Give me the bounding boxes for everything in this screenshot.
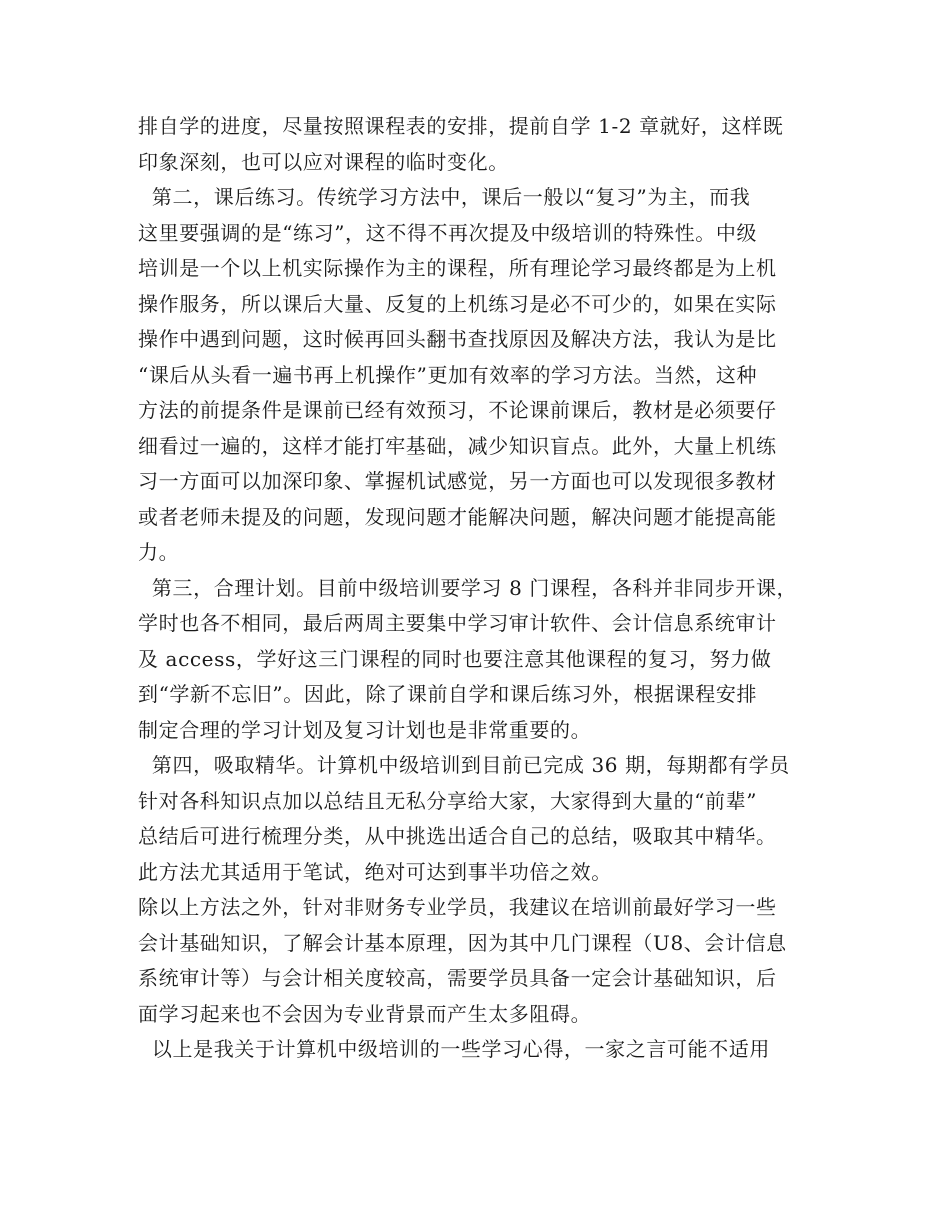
text-line: 第四，吸取精华。计算机中级培训到目前已完成 36 期，每期都有学员 xyxy=(138,753,790,777)
text-line: 此方法尤其适用于笔试，绝对可达到事半功倍之效。 xyxy=(138,859,612,884)
text-line: 除以上方法之外，针对非财务专业学员，我建议在培训前最好学习一些 xyxy=(138,895,777,919)
text-line: 方法的前提条件是课前已经有效预习，不论课前课后，教材是必须要仔 xyxy=(138,398,777,422)
text-line: 细看过一遍的，这样才能打牢基础，减少知识盲点。此外，大量上机练 xyxy=(138,433,777,458)
text-line: 排自学的进度，尽量按照课程表的安排，提前自学 1-2 章就好，这样既 xyxy=(138,114,784,138)
text-line: 第二，课后练习。传统学习方法中，课后一般以“复习”为主，而我 xyxy=(138,185,751,209)
text-line: 以上是我关于计算机中级培训的一些学习心得，一家之言可能不适用 xyxy=(138,1037,770,1061)
text-line: 总结后可进行梳理分类，从中挑选出适合自己的总结，吸取其中精华。 xyxy=(138,824,777,848)
text-line: 会计基础知识，了解会计基本原理，因为其中几门课程（U8、会计信息 xyxy=(138,930,787,955)
text-line: 学时也各不相同，最后两周主要集中学习审计软件、会计信息系统审计 xyxy=(138,611,777,635)
text-line: 或者老师未提及的问题，发现问题才能解决问题，解决问题才能提高能 xyxy=(138,504,777,529)
text-line: 印象深刻，也可以应对课程的临时变化。 xyxy=(138,149,509,174)
body-text xyxy=(138,109,828,1068)
text-line: “课后从头看一遍书再上机操作”更加有效率的学习方法。当然，这种 xyxy=(138,362,758,387)
text-line: 系统审计等）与会计相关度较高，需要学员具备一定会计基础知识，后 xyxy=(138,966,777,990)
text-line: 力。 xyxy=(138,540,180,564)
text-line: 第三，合理计划。目前中级培训要学习 8 门课程，各科并非同步开课， xyxy=(138,575,798,600)
text-line: 操作服务，所以课后大量、反复的上机练习是必不可少的，如果在实际 xyxy=(138,291,777,316)
text-line: 面学习起来也不会因为专业背景而产生太多阻碍。 xyxy=(138,1001,592,1026)
text-line: 习一方面可以加深印象、掌握机试感觉，另一方面也可以发现很多教材 xyxy=(138,469,777,493)
text-line: 制定合理的学习计划及复习计划也是非常重要的。 xyxy=(138,717,592,742)
text-line: 到“学新不忘旧”。因此，除了课前自学和课后练习外，根据课程安排 xyxy=(138,682,758,706)
text-line: 这里要强调的是“练习”，这不得不再次提及中级培训的特殊性。中级 xyxy=(138,220,758,245)
text-line: 及 access，学好这三门课程的同时也要注意其他课程的复习，努力做 xyxy=(138,646,772,671)
text-line: 培训是一个以上机实际操作为主的课程，所有理论学习最终都是为上机 xyxy=(138,256,777,280)
text-line: 针对各科知识点加以总结且无私分享给大家，大家得到大量的“前辈” xyxy=(138,788,758,813)
text-line: 操作中遇到问题，这时候再回头翻书查找原因及解决方法，我认为是比 xyxy=(138,327,777,351)
